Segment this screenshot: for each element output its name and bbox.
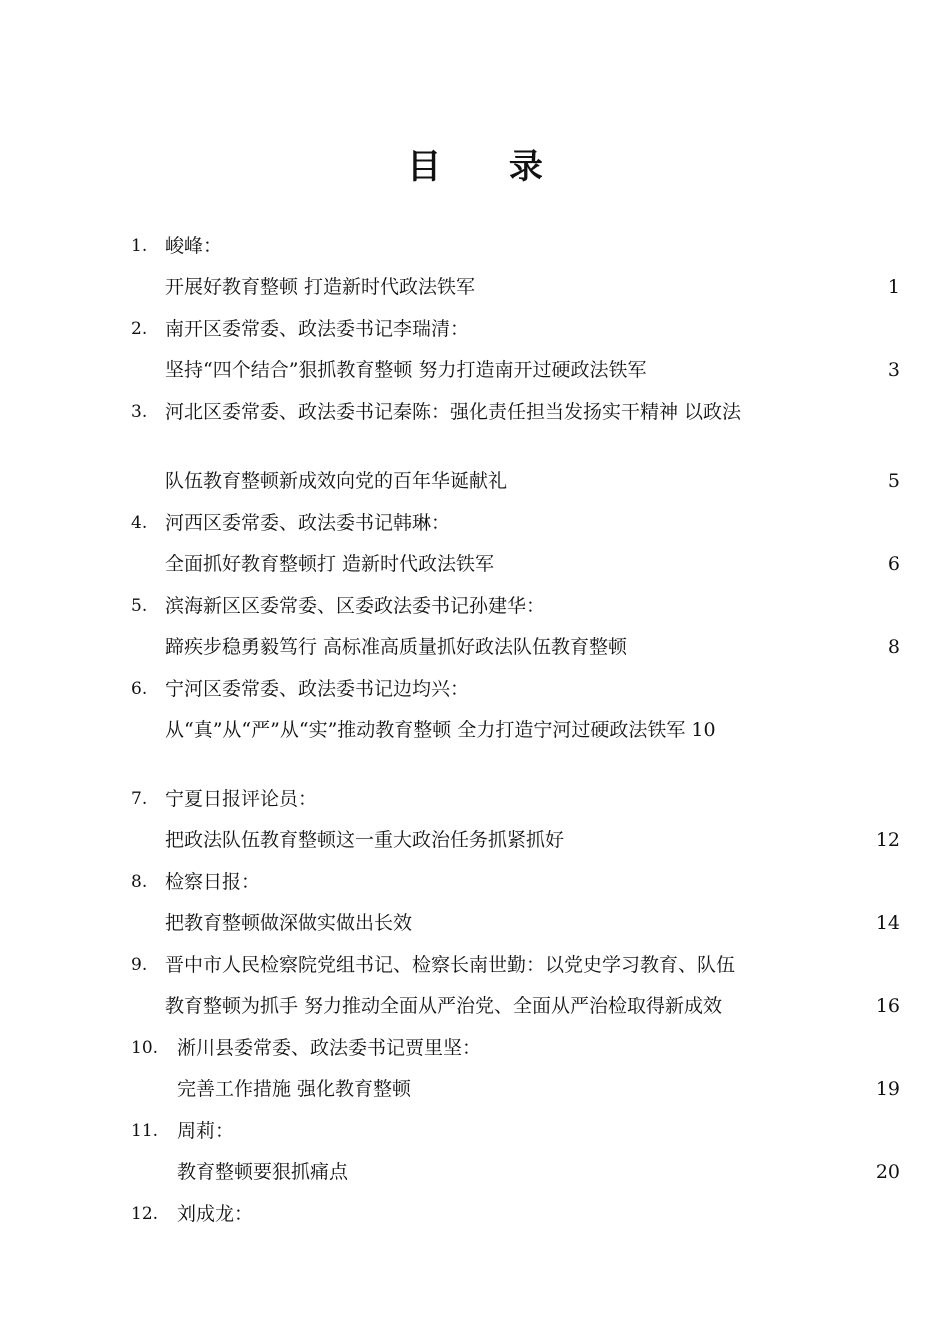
entry-title-row[interactable] <box>0 1149 950 1196</box>
toc-entry <box>0 311 950 394</box>
entry-title[interactable]: 蹄疾步稳勇毅笃行 高标准高质量抓好政法队伍教育整顿 <box>165 636 628 658</box>
entry-title[interactable]: 完善工作措施 强化教育整顿 <box>177 1078 412 1100</box>
entry-title[interactable]: 教育整顿要狠抓痛点 <box>177 1161 349 1183</box>
entry-number: 1. <box>131 236 148 256</box>
entry-title[interactable]: 开展好教育整顿 打造新时代政法铁军 <box>165 276 476 298</box>
entry-author: 南开区委常委、政法委书记李瑞清： <box>165 318 470 340</box>
toc-entry <box>0 781 950 864</box>
entry-title-row[interactable] <box>0 624 950 671</box>
entry-page-number: 1 <box>887 276 900 298</box>
entry-author: 周莉： <box>177 1120 235 1142</box>
entry-author: 检察日报： <box>165 871 261 893</box>
toc-entry <box>0 1113 950 1196</box>
entry-number: 5. <box>131 596 148 616</box>
entry-title[interactable]: 全面抓好教育整顿打 造新时代政法铁军 <box>165 553 495 575</box>
entry-title[interactable]: 把教育整顿做深做实做出长效 <box>165 912 413 934</box>
entry-page-number: 19 <box>875 1078 900 1100</box>
entry-author: 刘成龙： <box>177 1203 254 1225</box>
entry-author-row <box>0 394 950 458</box>
entry-author-row <box>0 947 950 983</box>
entry-author: 河西区委常委、政法委书记韩琳： <box>165 512 451 534</box>
entry-author: 宁夏日报评论员： <box>165 788 318 810</box>
toc-entry <box>0 228 950 311</box>
entry-number: 2. <box>131 319 148 339</box>
entry-author: 滨海新区区委常委、区委政法委书记孙建华： <box>165 595 546 617</box>
entry-title-row[interactable] <box>0 264 950 311</box>
entry-number: 9. <box>131 955 148 975</box>
entry-author-row <box>0 864 950 900</box>
toc-entry <box>0 1030 950 1113</box>
entry-number: 4. <box>131 513 148 533</box>
entry-title-row[interactable] <box>0 458 950 505</box>
entry-author-row <box>0 1196 950 1232</box>
entry-author: 峻峰： <box>165 235 223 257</box>
entry-number: 8. <box>131 872 148 892</box>
entry-title-row[interactable] <box>0 541 950 588</box>
entry-title-row[interactable] <box>0 1066 950 1113</box>
entry-title[interactable]: 从“真”从“严”从“实”推动教育整顿 全力打造宁河过硬政法铁军 10 <box>165 719 716 741</box>
entry-author-row <box>0 311 950 347</box>
entry-author-row <box>0 588 950 624</box>
entry-title-row[interactable] <box>0 347 950 394</box>
entry-title[interactable]: 教育整顿为抓手 努力推动全面从严治党、全面从严治检取得新成效 <box>165 995 723 1017</box>
entry-author-row <box>0 781 950 817</box>
entry-author-row <box>0 505 950 541</box>
entry-page-number: 3 <box>887 359 900 381</box>
entry-page-number: 6 <box>887 553 900 575</box>
toc-entries <box>0 228 950 1232</box>
entry-title[interactable]: 把政法队伍教育整顿这一重大政治任务抓紧抓好 <box>165 829 565 851</box>
entry-title-row[interactable] <box>0 817 950 864</box>
entry-author-row <box>0 671 950 707</box>
entry-title-row[interactable] <box>0 707 950 781</box>
entry-number: 11. <box>131 1121 159 1141</box>
entry-page-number: 14 <box>875 912 900 934</box>
entry-title[interactable]: 队伍教育整顿新成效向党的百年华诞献礼 <box>165 470 508 492</box>
entry-title-row[interactable] <box>0 983 950 1030</box>
toc-entry <box>0 947 950 1030</box>
entry-author-row <box>0 228 950 264</box>
entry-title[interactable]: 坚持“四个结合”狠抓教育整顿 努力打造南开过硬政法铁军 <box>165 359 647 381</box>
entry-number: 3. <box>131 402 148 422</box>
entry-author-row <box>0 1113 950 1149</box>
toc-entry <box>0 588 950 671</box>
toc-entry <box>0 671 950 781</box>
entry-author: 河北区委常委、政法委书记秦陈：强化责任担当发扬实干精神 以政法 <box>165 401 742 423</box>
toc-entry <box>0 505 950 588</box>
entry-author: 晋中市人民检察院党组书记、检察长南世勤：以党史学习教育、队伍 <box>165 954 736 976</box>
toc-entry <box>0 1196 950 1232</box>
entry-page-number: 16 <box>875 995 900 1017</box>
entry-author: 宁河区委常委、政法委书记边均兴： <box>165 678 470 700</box>
entry-title-row[interactable] <box>0 900 950 947</box>
entry-number: 10. <box>131 1038 159 1058</box>
entry-page-number: 12 <box>875 829 900 851</box>
entry-page-number: 20 <box>875 1161 900 1183</box>
entry-author-row <box>0 1030 950 1066</box>
entry-page-number: 8 <box>887 636 900 658</box>
entry-page-number: 5 <box>887 470 900 492</box>
entry-author: 淅川县委常委、政法委书记贾里坚： <box>177 1037 482 1059</box>
toc-entry <box>0 394 950 505</box>
toc-entry <box>0 864 950 947</box>
entry-number: 12. <box>131 1204 159 1224</box>
entry-number: 6. <box>131 679 148 699</box>
entry-number: 7. <box>131 789 148 809</box>
toc-title: 目 录 <box>407 147 571 187</box>
